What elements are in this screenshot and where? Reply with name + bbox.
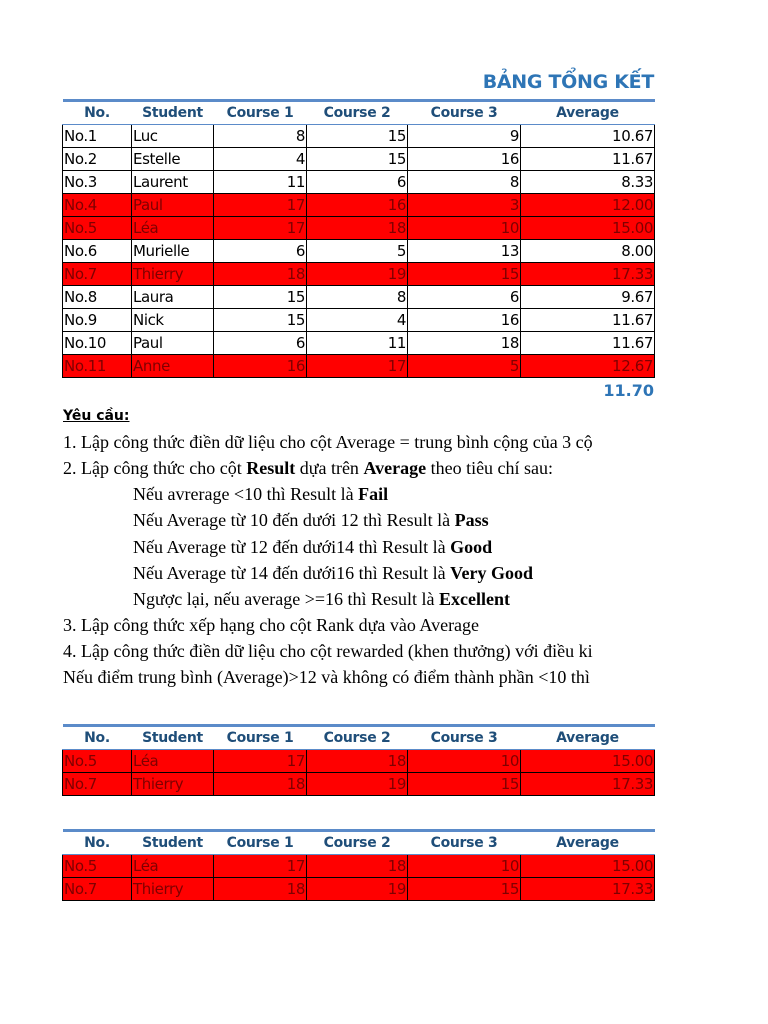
- cell-course-1[interactable]: 15: [214, 286, 307, 309]
- table-row: [63, 194, 655, 217]
- table-row: [63, 171, 655, 194]
- cell-course-3[interactable]: 15: [408, 878, 521, 901]
- cell-student[interactable]: Nick: [132, 309, 214, 332]
- criterion-fail-text: Nếu avrerage <10 thì Result là: [133, 484, 359, 504]
- cell-course-2[interactable]: 15: [307, 125, 408, 148]
- criterion-very-good-label: Very Good: [450, 563, 533, 583]
- criterion-excellent: [133, 588, 510, 610]
- requirements-heading: Yêu cầu:: [63, 408, 130, 424]
- header-student[interactable]: Student: [132, 726, 214, 750]
- cell-course-1[interactable]: 11: [214, 171, 307, 194]
- cell-course-3[interactable]: 5: [408, 355, 521, 378]
- header-course-1[interactable]: Course 1: [214, 831, 307, 855]
- criterion-pass-label: Pass: [454, 510, 489, 530]
- table-row: [63, 148, 655, 171]
- requirement-4: 4. Lập công thức điền dữ liệu cho cột rewarded (khen thưởng) với điều ki: [63, 641, 593, 661]
- requirement-2-result: Result: [246, 458, 296, 478]
- cell-student[interactable]: Luc: [132, 125, 214, 148]
- cell-student[interactable]: Thierry: [132, 773, 214, 796]
- cell-student[interactable]: Anne: [132, 355, 214, 378]
- filter-table-2: [62, 829, 655, 901]
- criterion-good: [133, 536, 492, 558]
- cell-average[interactable]: 11.67: [521, 148, 655, 171]
- cell-course-2[interactable]: 19: [307, 878, 408, 901]
- cell-course-3[interactable]: 10: [408, 217, 521, 240]
- cell-course-2[interactable]: 16: [307, 194, 408, 217]
- cell-student[interactable]: Thierry: [132, 263, 214, 286]
- criterion-very-good-text: Nếu Average từ 14 đến dưới16 thì Result là: [133, 563, 451, 583]
- cell-no[interactable]: No.11: [63, 355, 132, 378]
- requirement-2: [63, 457, 768, 479]
- table-row: [63, 773, 655, 796]
- cell-course-1[interactable]: 4: [214, 148, 307, 171]
- requirement-2-post: theo tiêu chí sau:: [426, 458, 554, 478]
- main-table-body: [63, 125, 655, 378]
- cell-average[interactable]: 17.33: [521, 878, 655, 901]
- cell-student[interactable]: Laura: [132, 286, 214, 309]
- cell-course-1[interactable]: 16: [214, 355, 307, 378]
- cell-student[interactable]: Léa: [132, 750, 214, 773]
- header-average[interactable]: Average: [521, 726, 655, 750]
- cell-no[interactable]: No.5: [63, 750, 132, 773]
- cell-course-1[interactable]: 8: [214, 125, 307, 148]
- requirement-2-average: Average: [363, 458, 427, 478]
- cell-student[interactable]: Murielle: [132, 240, 214, 263]
- cell-course-3[interactable]: 6: [408, 286, 521, 309]
- header-course-3[interactable]: Course 3: [408, 101, 521, 125]
- cell-no[interactable]: No.5: [63, 855, 132, 878]
- cell-average[interactable]: 12.00: [521, 194, 655, 217]
- criterion-very-good: [133, 562, 533, 584]
- cell-average[interactable]: 8.00: [521, 240, 655, 263]
- cell-average[interactable]: 9.67: [521, 286, 655, 309]
- cell-course-3[interactable]: 9: [408, 125, 521, 148]
- cell-student[interactable]: Paul: [132, 194, 214, 217]
- cell-no[interactable]: No.6: [63, 240, 132, 263]
- cell-course-2[interactable]: 17: [307, 355, 408, 378]
- criterion-good-text: Nếu Average từ 12 đến dưới14 thì Result là: [133, 537, 451, 557]
- cell-course-3[interactable]: 10: [408, 855, 521, 878]
- header-no[interactable]: No.: [63, 831, 132, 855]
- cell-course-2[interactable]: 11: [307, 332, 408, 355]
- table-row: [63, 750, 655, 773]
- cell-course-1[interactable]: 6: [214, 240, 307, 263]
- cell-course-3[interactable]: 3: [408, 194, 521, 217]
- header-row: [63, 726, 655, 750]
- cell-course-2[interactable]: 15: [307, 148, 408, 171]
- cell-course-1[interactable]: 18: [214, 773, 307, 796]
- cell-average[interactable]: 11.67: [521, 332, 655, 355]
- cell-student[interactable]: Estelle: [132, 148, 214, 171]
- cell-average[interactable]: 11.67: [521, 309, 655, 332]
- cell-average[interactable]: 17.33: [521, 263, 655, 286]
- cell-course-1[interactable]: 17: [214, 750, 307, 773]
- requirement-3: 3. Lập công thức xếp hạng cho cột Rank dựa vào Average: [63, 615, 480, 635]
- table-row: [63, 240, 655, 263]
- cell-course-3[interactable]: 10: [408, 750, 521, 773]
- cell-course-3[interactable]: 8: [408, 171, 521, 194]
- cell-no[interactable]: No.9: [63, 309, 132, 332]
- filter-table-1-body: [63, 750, 655, 796]
- header-average[interactable]: Average: [521, 101, 655, 125]
- cell-course-1[interactable]: 17: [214, 194, 307, 217]
- cell-no[interactable]: No.4: [63, 194, 132, 217]
- filter-table-2-body: [63, 855, 655, 901]
- cell-no[interactable]: No.1: [63, 125, 132, 148]
- criterion-pass: [133, 509, 489, 531]
- cell-course-1[interactable]: 18: [214, 263, 307, 286]
- cell-average[interactable]: 8.33: [521, 171, 655, 194]
- cell-no[interactable]: No.8: [63, 286, 132, 309]
- cell-course-2[interactable]: 5: [307, 240, 408, 263]
- cell-course-2[interactable]: 6: [307, 171, 408, 194]
- cell-course-3[interactable]: 16: [408, 148, 521, 171]
- cell-course-2[interactable]: 8: [307, 286, 408, 309]
- cell-course-2[interactable]: 19: [307, 773, 408, 796]
- criterion-pass-text: Nếu Average từ 10 đến dưới 12 thì Result là: [133, 510, 455, 530]
- cell-course-3[interactable]: 15: [408, 263, 521, 286]
- cell-student[interactable]: Léa: [132, 217, 214, 240]
- cell-course-3[interactable]: 13: [408, 240, 521, 263]
- requirement-2-mid: dựa trên: [295, 458, 364, 478]
- header-student[interactable]: Student: [132, 831, 214, 855]
- cell-no[interactable]: No.7: [63, 878, 132, 901]
- table-row: [63, 332, 655, 355]
- cell-course-3[interactable]: 16: [408, 309, 521, 332]
- cell-average[interactable]: 15.00: [521, 855, 655, 878]
- filter-table-1: [62, 724, 655, 796]
- cell-no[interactable]: No.10: [63, 332, 132, 355]
- cell-course-1[interactable]: 18: [214, 878, 307, 901]
- overall-average[interactable]: 11.70: [603, 381, 654, 400]
- cell-course-1[interactable]: 6: [214, 332, 307, 355]
- main-table: [62, 99, 655, 378]
- sheet-title: BẢNG TỔNG KẾT: [482, 71, 654, 93]
- header-course-1[interactable]: Course 1: [214, 726, 307, 750]
- table-row: [63, 263, 655, 286]
- requirement-2-pre: 2. Lập công thức cho cột: [63, 458, 247, 478]
- table-row: [63, 217, 655, 240]
- cell-no[interactable]: No.3: [63, 171, 132, 194]
- header-student[interactable]: Student: [132, 101, 214, 125]
- cell-course-3[interactable]: 18: [408, 332, 521, 355]
- table-row: [63, 286, 655, 309]
- header-course-3[interactable]: Course 3: [408, 831, 521, 855]
- header-course-2[interactable]: Course 2: [307, 831, 408, 855]
- cell-no[interactable]: No.2: [63, 148, 132, 171]
- cell-no[interactable]: No.7: [63, 773, 132, 796]
- table-row: [63, 309, 655, 332]
- cell-course-2[interactable]: 18: [307, 217, 408, 240]
- cell-student[interactable]: Léa: [132, 855, 214, 878]
- criterion-fail-label: Fail: [358, 484, 389, 504]
- cell-average[interactable]: 12.67: [521, 355, 655, 378]
- header-course-3[interactable]: Course 3: [408, 726, 521, 750]
- header-row: [63, 101, 655, 125]
- header-course-2[interactable]: Course 2: [307, 726, 408, 750]
- criterion-good-label: Good: [450, 537, 493, 557]
- header-average[interactable]: Average: [521, 831, 655, 855]
- requirement-4-condition: Nếu điểm trung bình (Average)>12 và không có điểm thành phần <10 thì: [63, 667, 590, 687]
- criterion-excellent-label: Excellent: [439, 589, 510, 609]
- cell-average[interactable]: 17.33: [521, 773, 655, 796]
- header-no[interactable]: No.: [63, 101, 132, 125]
- cell-average[interactable]: 15.00: [521, 750, 655, 773]
- requirement-1: 1. Lập công thức điền dữ liệu cho cột Average = trung bình cộng của 3 cộ: [63, 432, 593, 452]
- table-row: [63, 855, 655, 878]
- cell-student[interactable]: Paul: [132, 332, 214, 355]
- cell-course-1[interactable]: 17: [214, 855, 307, 878]
- cell-student[interactable]: Laurent: [132, 171, 214, 194]
- header-row: [63, 831, 655, 855]
- cell-course-1[interactable]: 17: [214, 217, 307, 240]
- cell-course-2[interactable]: 19: [307, 263, 408, 286]
- header-no[interactable]: No.: [63, 726, 132, 750]
- cell-course-2[interactable]: 18: [307, 855, 408, 878]
- cell-no[interactable]: No.7: [63, 263, 132, 286]
- table-row: [63, 355, 655, 378]
- cell-course-2[interactable]: 18: [307, 750, 408, 773]
- criterion-excellent-text: Ngược lại, nếu average >=16 thì Result là: [133, 589, 439, 609]
- cell-average[interactable]: 10.67: [521, 125, 655, 148]
- cell-average[interactable]: 15.00: [521, 217, 655, 240]
- cell-course-3[interactable]: 15: [408, 773, 521, 796]
- criterion-fail: [133, 483, 388, 505]
- header-course-2[interactable]: Course 2: [307, 101, 408, 125]
- table-row: [63, 125, 655, 148]
- header-course-1[interactable]: Course 1: [214, 101, 307, 125]
- cell-no[interactable]: No.5: [63, 217, 132, 240]
- cell-course-1[interactable]: 15: [214, 309, 307, 332]
- table-row: [63, 878, 655, 901]
- cell-student[interactable]: Thierry: [132, 878, 214, 901]
- cell-course-2[interactable]: 4: [307, 309, 408, 332]
